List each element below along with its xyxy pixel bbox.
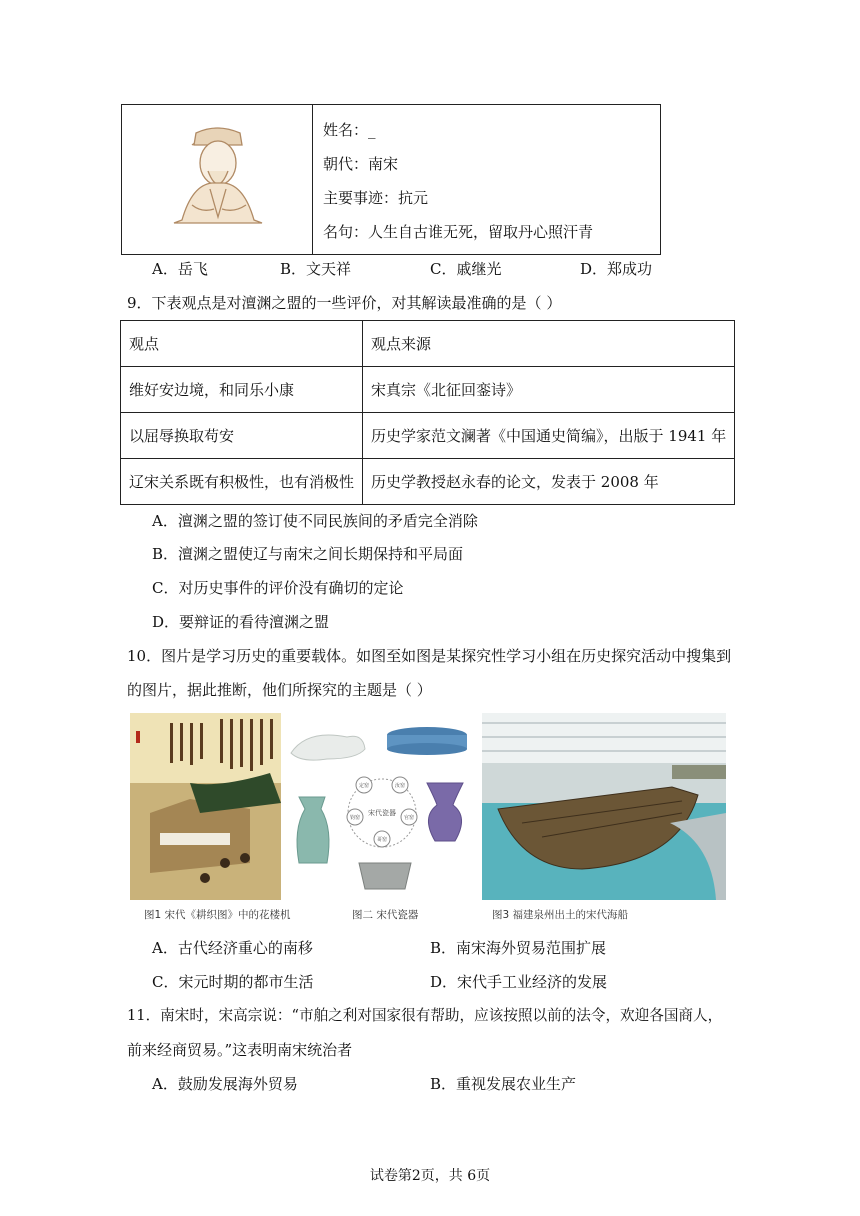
page-footer: 试卷第2页，共 6页 — [369, 1168, 491, 1184]
figure1-caption: 图1 宋代《耕织图》中的花楼机 — [144, 909, 291, 921]
q8-option-a[interactable]: A．岳飞 — [152, 260, 208, 278]
table-header-row — [121, 321, 735, 367]
deeds-line: 主要事迹：抗元 — [323, 189, 429, 207]
q10-option-d[interactable]: D．宋代手工业经济的发展 — [430, 973, 608, 991]
q9-option-b[interactable]: B．澶渊之盟使辽与南宋之间长期保持和平局面 — [152, 545, 464, 563]
q8-info-table — [121, 104, 661, 255]
table-header: 观点 — [121, 321, 363, 367]
figure1-painting-image — [130, 713, 281, 900]
q8-option-d[interactable]: D．郑成功 — [580, 260, 653, 278]
diagram-node-label: 钧窑 — [349, 815, 361, 821]
q9-option-a[interactable]: A．澶渊之盟的签订使不同民族间的矛盾完全消除 — [152, 512, 478, 530]
table-row — [121, 367, 735, 413]
q9-stem: 9．下表观点是对澶渊之盟的一些评价，对其解读最准确的是（ ） — [127, 294, 562, 312]
diagram-node-label: 官窑 — [403, 815, 415, 821]
table-cell: 以屈辱换取苟安 — [121, 413, 363, 459]
figure3-ship-image — [482, 713, 726, 900]
q9-option-d[interactable]: D．要辩证的看待澶渊之盟 — [152, 613, 330, 631]
name-line: 姓名：_ — [323, 121, 376, 139]
figure3-caption: 图3 福建泉州出土的宋代海船 — [492, 909, 629, 921]
q11-stem-line2: 前来经商贸易。”这表明南宋统治者 — [127, 1041, 353, 1059]
q10-option-b[interactable]: B．南宋海外贸易范围扩展 — [430, 939, 607, 957]
quote-line: 名句：人生自古谁无死，留取丹心照汗青 — [323, 223, 594, 241]
table-cell: 宋真宗《北征回銮诗》 — [363, 367, 735, 413]
table-row — [121, 413, 735, 459]
q8-options — [0, 258, 860, 280]
q8-option-c[interactable]: C．戚继光 — [430, 260, 502, 278]
q9-option-c[interactable]: C．对历史事件的评价没有确切的定论 — [152, 579, 404, 597]
q10-option-c[interactable]: C．宋元时期的都市生活 — [152, 973, 314, 991]
q8-option-b[interactable]: B．文天祥 — [280, 260, 352, 278]
dynasty-line: 朝代：南宋 — [323, 155, 399, 173]
diagram-node-label: 定窑 — [358, 783, 370, 789]
table-cell: 维好安边境，和同乐小康 — [121, 367, 363, 413]
portrait-image — [122, 105, 312, 250]
figure2-caption: 图二 宋代瓷器 — [352, 909, 419, 921]
q11-option-a[interactable]: A．鼓励发展海外贸易 — [152, 1075, 298, 1093]
q10-option-a[interactable]: A．古代经济重心的南移 — [152, 939, 313, 957]
figure2-ceramics-image — [287, 713, 477, 900]
q9-table — [120, 320, 735, 505]
q11-stem-line1: 11．南宋时，宋高宗说：“市舶之利对国家很有帮助，应该按照以前的法令，欢迎各国商人， — [127, 1007, 723, 1024]
q11-option-b[interactable]: B．重视发展农业生产 — [430, 1075, 577, 1093]
portrait-cell — [122, 105, 313, 255]
diagram-node-label: 汝窑 — [394, 783, 406, 789]
table-cell: 历史学教授赵永春的论文，发表于 2008 年 — [363, 459, 735, 505]
diagram-node-label: 哥窑 — [376, 837, 388, 843]
table-cell: 辽宋关系既有积极性，也有消极性 — [121, 459, 363, 505]
q10-stem-line2: 的图片，据此推断，他们所探究的主题是（ ） — [127, 681, 432, 699]
diagram-center-label: 宋代瓷器 — [368, 809, 396, 817]
q10-stem-line1: 10．图片是学习历史的重要载体。如图至如图是某探究性学习小组在历史探究活动中搜集到 — [127, 647, 732, 665]
table-row — [121, 459, 735, 505]
info-cell — [313, 105, 661, 255]
table-cell: 历史学家范文澜著《中国通史简编》，出版于 1941 年 — [363, 413, 735, 459]
table-header: 观点来源 — [363, 321, 735, 367]
